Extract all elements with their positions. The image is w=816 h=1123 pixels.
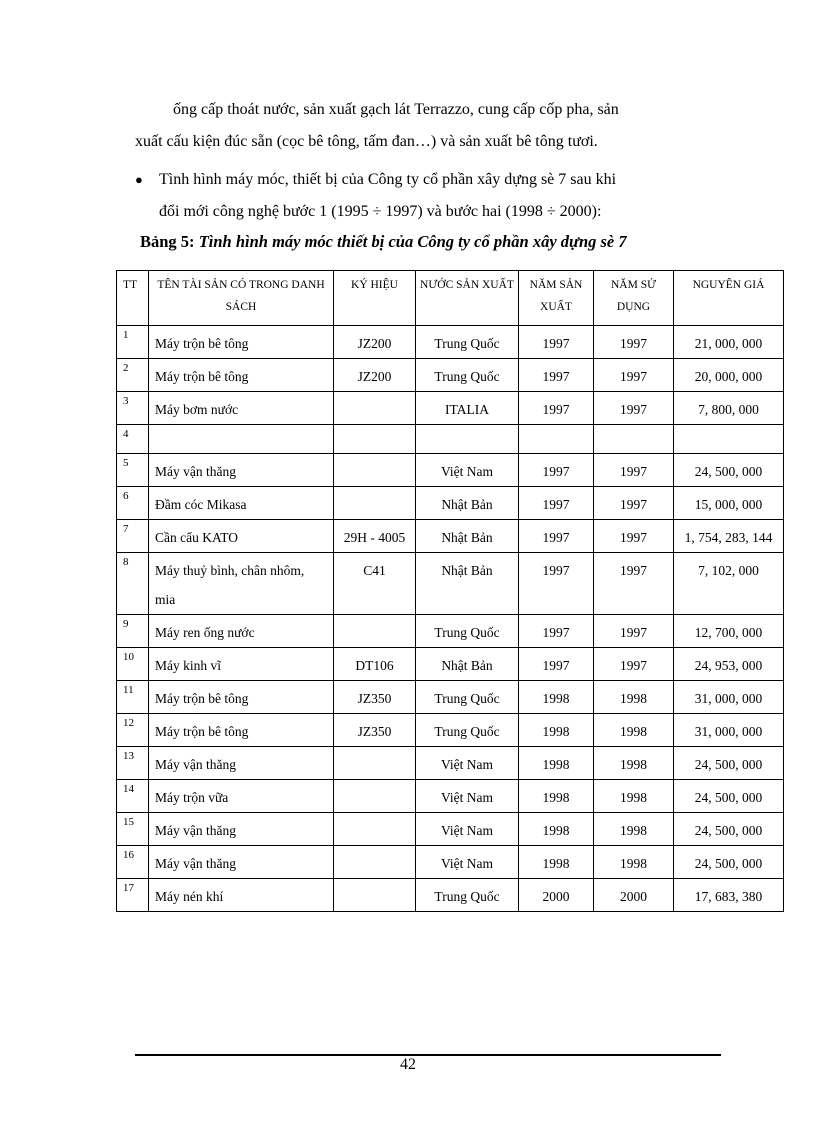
row-year-made: 1997 xyxy=(519,553,594,615)
row-tt: 13 xyxy=(117,747,149,780)
row-year-used: 1997 xyxy=(594,359,674,392)
row-code: JZ350 xyxy=(334,681,416,714)
row-code xyxy=(334,487,416,520)
row-country: Trung Quốc xyxy=(416,359,519,392)
row-name: Cần cẩu KATO xyxy=(149,520,334,553)
table-row xyxy=(117,359,784,392)
row-country: Việt Nam xyxy=(416,813,519,846)
row-cost: 21, 000, 000 xyxy=(674,326,784,359)
table-row xyxy=(117,648,784,681)
row-code xyxy=(334,747,416,780)
row-tt: 11 xyxy=(117,681,149,714)
header-year-made: NĂM SẢN XUẤT xyxy=(519,271,594,326)
row-year-used: 1997 xyxy=(594,326,674,359)
row-name: Máy nén khí xyxy=(149,879,334,912)
row-tt: 16 xyxy=(117,846,149,879)
row-country: Trung Quốc xyxy=(416,714,519,747)
row-year-made: 1997 xyxy=(519,487,594,520)
row-code: 29H - 4005 xyxy=(334,520,416,553)
row-cost: 7, 800, 000 xyxy=(674,392,784,425)
intro-line-1: ống cấp thoát nước, sản xuất gạch lát Terrazzo, cung cấp cốp pha, sản xyxy=(173,101,619,118)
table-row xyxy=(117,553,784,615)
table-row xyxy=(117,846,784,879)
row-year-made xyxy=(519,425,594,454)
row-year-made: 1998 xyxy=(519,780,594,813)
row-country: Nhật Bản xyxy=(416,487,519,520)
row-cost: 31, 000, 000 xyxy=(674,714,784,747)
table-row xyxy=(117,425,784,454)
table-body xyxy=(117,326,784,912)
row-country: Trung Quốc xyxy=(416,681,519,714)
row-year-used: 2000 xyxy=(594,879,674,912)
row-name: Máy vận thăng xyxy=(149,747,334,780)
row-country: Nhật Bản xyxy=(416,648,519,681)
row-country: Nhật Bản xyxy=(416,520,519,553)
bullet-icon: ● xyxy=(135,172,143,187)
table-caption xyxy=(140,232,740,252)
header-country: NƯỚC SẢN XUẤT xyxy=(416,271,519,326)
row-tt: 17 xyxy=(117,879,149,912)
row-tt: 9 xyxy=(117,615,149,648)
row-country: Việt Nam xyxy=(416,747,519,780)
row-name: Máy ren ống nước xyxy=(149,615,334,648)
row-cost: 20, 000, 000 xyxy=(674,359,784,392)
row-cost: 24, 953, 000 xyxy=(674,648,784,681)
row-year-used: 1997 xyxy=(594,487,674,520)
row-year-used: 1997 xyxy=(594,615,674,648)
bullet-line-1: Tình hình máy móc, thiết bị của Công ty cổ phần xây dựng sè 7 sau khi xyxy=(159,171,617,188)
row-year-used: 1998 xyxy=(594,714,674,747)
row-year-used: 1997 xyxy=(594,553,674,615)
row-code xyxy=(334,846,416,879)
intro-line-2: xuất cấu kiện đúc sẵn (cọc bê tông, tấm đan…) và sản xuất bê tông tươi. xyxy=(135,133,598,150)
row-year-used: 1997 xyxy=(594,454,674,487)
row-name: Máy kinh vĩ xyxy=(149,648,334,681)
row-cost: 15, 000, 000 xyxy=(674,487,784,520)
table-row xyxy=(117,615,784,648)
row-cost xyxy=(674,425,784,454)
row-country: Trung Quốc xyxy=(416,615,519,648)
row-name: Đầm cóc Mikasa xyxy=(149,487,334,520)
row-cost: 24, 500, 000 xyxy=(674,780,784,813)
row-year-made: 1998 xyxy=(519,681,594,714)
row-country: Việt Nam xyxy=(416,780,519,813)
row-year-made: 1997 xyxy=(519,454,594,487)
row-tt: 1 xyxy=(117,326,149,359)
row-year-made: 1997 xyxy=(519,615,594,648)
row-tt: 12 xyxy=(117,714,149,747)
row-country: Việt Nam xyxy=(416,454,519,487)
row-country: Việt Nam xyxy=(416,846,519,879)
table-row xyxy=(117,879,784,912)
row-name: Máy trộn vữa xyxy=(149,780,334,813)
row-name: Máy trộn bê tông xyxy=(149,359,334,392)
row-year-used: 1998 xyxy=(594,681,674,714)
row-name: Máy trộn bê tông xyxy=(149,714,334,747)
row-year-used: 1998 xyxy=(594,813,674,846)
row-tt: 14 xyxy=(117,780,149,813)
row-year-used: 1997 xyxy=(594,648,674,681)
row-year-made: 1997 xyxy=(519,392,594,425)
row-year-made: 1998 xyxy=(519,846,594,879)
row-name: Máy thuỷ bình, chân nhôm, mia xyxy=(149,553,334,615)
table-row xyxy=(117,813,784,846)
row-year-made: 1997 xyxy=(519,648,594,681)
row-year-made: 1997 xyxy=(519,520,594,553)
row-name: Máy trộn bê tông xyxy=(149,681,334,714)
row-cost: 24, 500, 000 xyxy=(674,813,784,846)
row-year-used xyxy=(594,425,674,454)
row-year-used: 1997 xyxy=(594,392,674,425)
row-code xyxy=(334,879,416,912)
row-cost: 7, 102, 000 xyxy=(674,553,784,615)
row-code: JZ200 xyxy=(334,326,416,359)
row-country: ITALIA xyxy=(416,392,519,425)
table-row xyxy=(117,487,784,520)
intro-paragraph xyxy=(135,94,720,158)
row-name: Máy vận thăng xyxy=(149,813,334,846)
row-tt: 8 xyxy=(117,553,149,615)
row-year-made: 1998 xyxy=(519,747,594,780)
row-code xyxy=(334,813,416,846)
bullet-item xyxy=(135,164,720,228)
row-tt: 10 xyxy=(117,648,149,681)
row-code: DT106 xyxy=(334,648,416,681)
row-tt: 3 xyxy=(117,392,149,425)
header-cost: NGUYÊN GIÁ xyxy=(674,271,784,326)
table-row xyxy=(117,681,784,714)
row-tt: 6 xyxy=(117,487,149,520)
row-code xyxy=(334,392,416,425)
row-code: C41 xyxy=(334,553,416,615)
row-code xyxy=(334,425,416,454)
row-country: Nhật Bản xyxy=(416,553,519,615)
row-tt: 7 xyxy=(117,520,149,553)
row-name: Máy vận thăng xyxy=(149,454,334,487)
row-code xyxy=(334,780,416,813)
row-country: Trung Quốc xyxy=(416,326,519,359)
row-country: Trung Quốc xyxy=(416,879,519,912)
assets-table xyxy=(116,270,784,912)
row-year-made: 2000 xyxy=(519,879,594,912)
row-cost: 17, 683, 380 xyxy=(674,879,784,912)
table-row xyxy=(117,520,784,553)
row-cost: 1, 754, 283, 144 xyxy=(674,520,784,553)
row-tt: 15 xyxy=(117,813,149,846)
caption-title: Tình hình máy móc thiết bị của Công ty cổ phần xây dựng sè 7 xyxy=(198,232,627,251)
row-year-used: 1998 xyxy=(594,747,674,780)
caption-label: Bảng 5: xyxy=(140,232,195,251)
row-year-made: 1998 xyxy=(519,813,594,846)
header-tt: TT xyxy=(117,271,149,326)
table-row xyxy=(117,747,784,780)
row-cost: 24, 500, 000 xyxy=(674,846,784,879)
row-country xyxy=(416,425,519,454)
row-code: JZ350 xyxy=(334,714,416,747)
table-row xyxy=(117,714,784,747)
row-cost: 12, 700, 000 xyxy=(674,615,784,648)
row-year-used: 1997 xyxy=(594,520,674,553)
page-number: 42 xyxy=(400,1056,416,1073)
row-cost: 24, 500, 000 xyxy=(674,454,784,487)
header-code: KÝ HIỆU xyxy=(334,271,416,326)
row-name: Máy vận thăng xyxy=(149,846,334,879)
row-cost: 24, 500, 000 xyxy=(674,747,784,780)
table-row xyxy=(117,454,784,487)
header-name: TÊN TÀI SẢN CÓ TRONG DANH SÁCH xyxy=(149,271,334,326)
row-year-made: 1997 xyxy=(519,326,594,359)
table-row xyxy=(117,780,784,813)
row-code xyxy=(334,454,416,487)
table-row xyxy=(117,392,784,425)
row-year-used: 1998 xyxy=(594,780,674,813)
row-code xyxy=(334,615,416,648)
bullet-line-2: đổi mới công nghệ bước 1 (1995 ÷ 1997) và bước hai (1998 ÷ 2000): xyxy=(159,203,602,220)
row-tt: 5 xyxy=(117,454,149,487)
row-year-used: 1998 xyxy=(594,846,674,879)
row-name: Máy bơm nước xyxy=(149,392,334,425)
row-year-made: 1998 xyxy=(519,714,594,747)
table-header-row xyxy=(117,271,784,326)
table-row xyxy=(117,326,784,359)
header-year-used: NĂM SỬ DỤNG xyxy=(594,271,674,326)
row-tt: 4 xyxy=(117,425,149,454)
row-tt: 2 xyxy=(117,359,149,392)
row-name: Máy trộn bê tông xyxy=(149,326,334,359)
row-year-made: 1997 xyxy=(519,359,594,392)
row-code: JZ200 xyxy=(334,359,416,392)
row-cost: 31, 000, 000 xyxy=(674,681,784,714)
row-name xyxy=(149,425,334,454)
